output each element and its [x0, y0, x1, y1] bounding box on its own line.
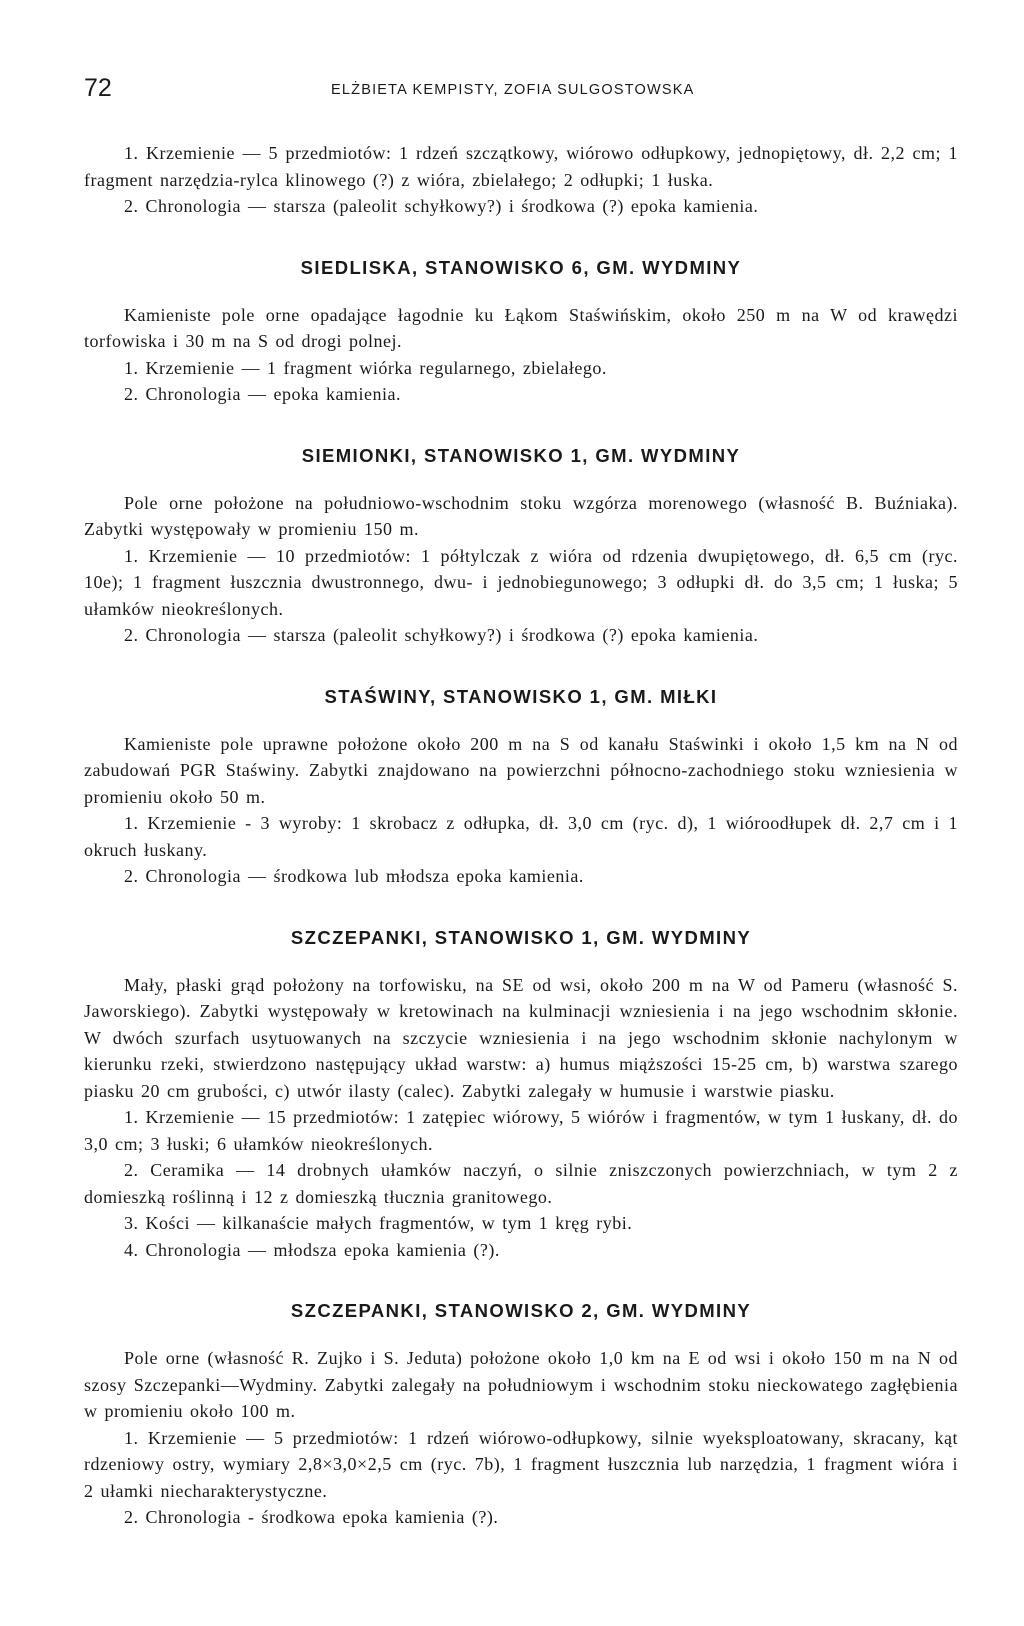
section-szczepanki-1: [84, 924, 958, 1264]
paragraph: Pole orne położone na południowo-wschodnim stoku wzgórza morenowego (własność B. Buźniaka). Zabytki występowały w promieniu 150 m.: [84, 492, 958, 539]
paragraph: 4. Chronologia — młodsza epoka kamienia (?).: [124, 1239, 500, 1260]
paragraph: 2. Chronologia — środkowa lub młodsza epoka kamienia.: [124, 866, 584, 886]
section-heading: SIEMIONKI, STANOWISKO 1, GM. WYDMINY: [301, 444, 741, 466]
section-staswiny-1: [84, 683, 958, 890]
paragraph: 2. Chronologia — starsza (paleolit schyłkowy?) i środkowa (?) epoka kamienia.: [124, 196, 759, 216]
paragraph: 1. Krzemienie - 3 wyroby: 1 skrobacz z odłupka, dł. 3,0 cm (ryc. d), 1 wióroodłupek dł. 2,7 cm i 1 okruch łuskany.: [84, 813, 958, 860]
section-continuation: [84, 140, 958, 220]
section-heading: SZCZEPANKI, STANOWISKO 1, GM. WYDMINY: [290, 926, 752, 948]
paragraph: 1. Krzemienie — 1 fragment wiórka regularnego, zbielałego.: [124, 357, 607, 378]
section-heading: SIEDLISKA, STANOWISKO 6, GM. WYDMINY: [300, 256, 742, 278]
paragraph: Kamieniste pole orne opadające łagodnie ku Łąkom Staświńskim, około 250 m na W od krawędzi torfowiska i 30 m na S od drogi polnej.: [84, 304, 958, 351]
paragraph: 2. Chronologia — starsza (paleolit schyłkowy?) i środkowa (?) epoka kamienia.: [124, 625, 759, 645]
paragraph: Kamieniste pole uprawne położone około 200 m na S od kanału Staświnki i około 1,5 km na N od zabudowań PGR Staświny. Zabytki znajdowano na powierzchni północno-zachodniego stoku wzniesienia w promieniu około 50 m.: [84, 733, 958, 807]
paragraph: 1. Krzemienie — 15 przedmiotów: 1 zatępiec wiórowy, 5 wiórów i fragmentów, w tym 1 łuskany, dł. do 3,0 cm; 3 łuski; 6 ułamków nieokreślonych.: [84, 1107, 958, 1154]
paragraph: 3. Kości — kilkanaście małych fragmentów, w tym 1 kręg rybi.: [124, 1213, 633, 1233]
running-title: ELŻBIETA KEMPISTY, ZOFIA SULGOSTOWSKA: [331, 82, 695, 98]
section-heading: STAŚWINY, STANOWISKO 1, GM. MIŁKI: [324, 685, 718, 707]
section-siemionki-1: [84, 442, 958, 649]
paragraph: 2. Ceramika — 14 drobnych ułamków naczyń, o silnie zniszczonych powierzchniach, w tym 2 z domieszką roślinną i 12 z domieszką tłucznia granitowego.: [84, 1160, 958, 1207]
paragraph: 1. Krzemienie — 5 przedmiotów: 1 rdzeń wiórowo-odłupkowy, silnie wyeksploatowany, skracany, kąt rdzeniowy ostry, wymiary 2,8×3,0×2,5 cm (ryc. 7b), 1 fragment łuszcznia lub narzędzia, 1 fragment wióra i 2 ułamki niecharakterystyczne.: [84, 1427, 958, 1501]
section-siedliska-6: [84, 254, 958, 408]
running-header: [84, 74, 958, 110]
section-heading: SZCZEPANKI, STANOWISKO 2, GM. WYDMINY: [290, 1300, 752, 1321]
section-szczepanki-2: [84, 1297, 958, 1531]
document-body: [84, 140, 958, 1531]
paragraph: Mały, płaski grąd położony na torfowisku, na SE od wsi, około 200 m na W od Pameru (własność S. Jaworskiego). Zabytki występowały w kretowinach na kulminacji wzniesienia i na jego wschodnim skłonie. W dwóch szurfach usytuowanych na szczycie wzniesienia i na jego wschodnim skłonie nachylonym w kierunku rzeki, stwierdzono następujący układ warstw: a) humus miąższości 15-25 cm, b) warstwa szarego piasku 20 cm grubości, c) utwór ilasty (calec). Zabytki zalegały w humusie i warstwie piasku.: [84, 974, 958, 1101]
paragraph: Pole orne (własność R. Zujko i S. Jeduta) położone około 1,0 km na E od wsi i około 150 m na N od szosy Szczepanki—Wydminy. Zabytki zalegały na południowym i wschodnim stoku nieckowatego zagłębienia w promieniu około 100 m.: [84, 1348, 958, 1421]
paragraph: 2. Chronologia - środkowa epoka kamienia (?).: [124, 1507, 499, 1527]
paragraph: 1. Krzemienie — 5 przedmiotów: 1 rdzeń szczątkowy, wiórowo odłupkowy, jednopiętowy, dł. 2,2 cm; 1 fragment narzędzia-rylca klinowego (?) z wióra, zbielałego; 2 odłupki; 1 łuska.: [84, 143, 958, 190]
paragraph: 1. Krzemienie — 10 przedmiotów: 1 półtylczak z wióra od rdzenia dwupiętowego, dł. 6,5 cm (ryc. 10e); 1 fragment łuszcznia dwustronnego, dwu- i jednobiegunowego; 3 odłupki dł. do 3,5 cm; 1 łuska; 5 ułamków nieokreślonych.: [84, 545, 958, 619]
paragraph: 2. Chronologia — epoka kamienia.: [124, 384, 401, 404]
page-number: 72: [84, 74, 112, 102]
